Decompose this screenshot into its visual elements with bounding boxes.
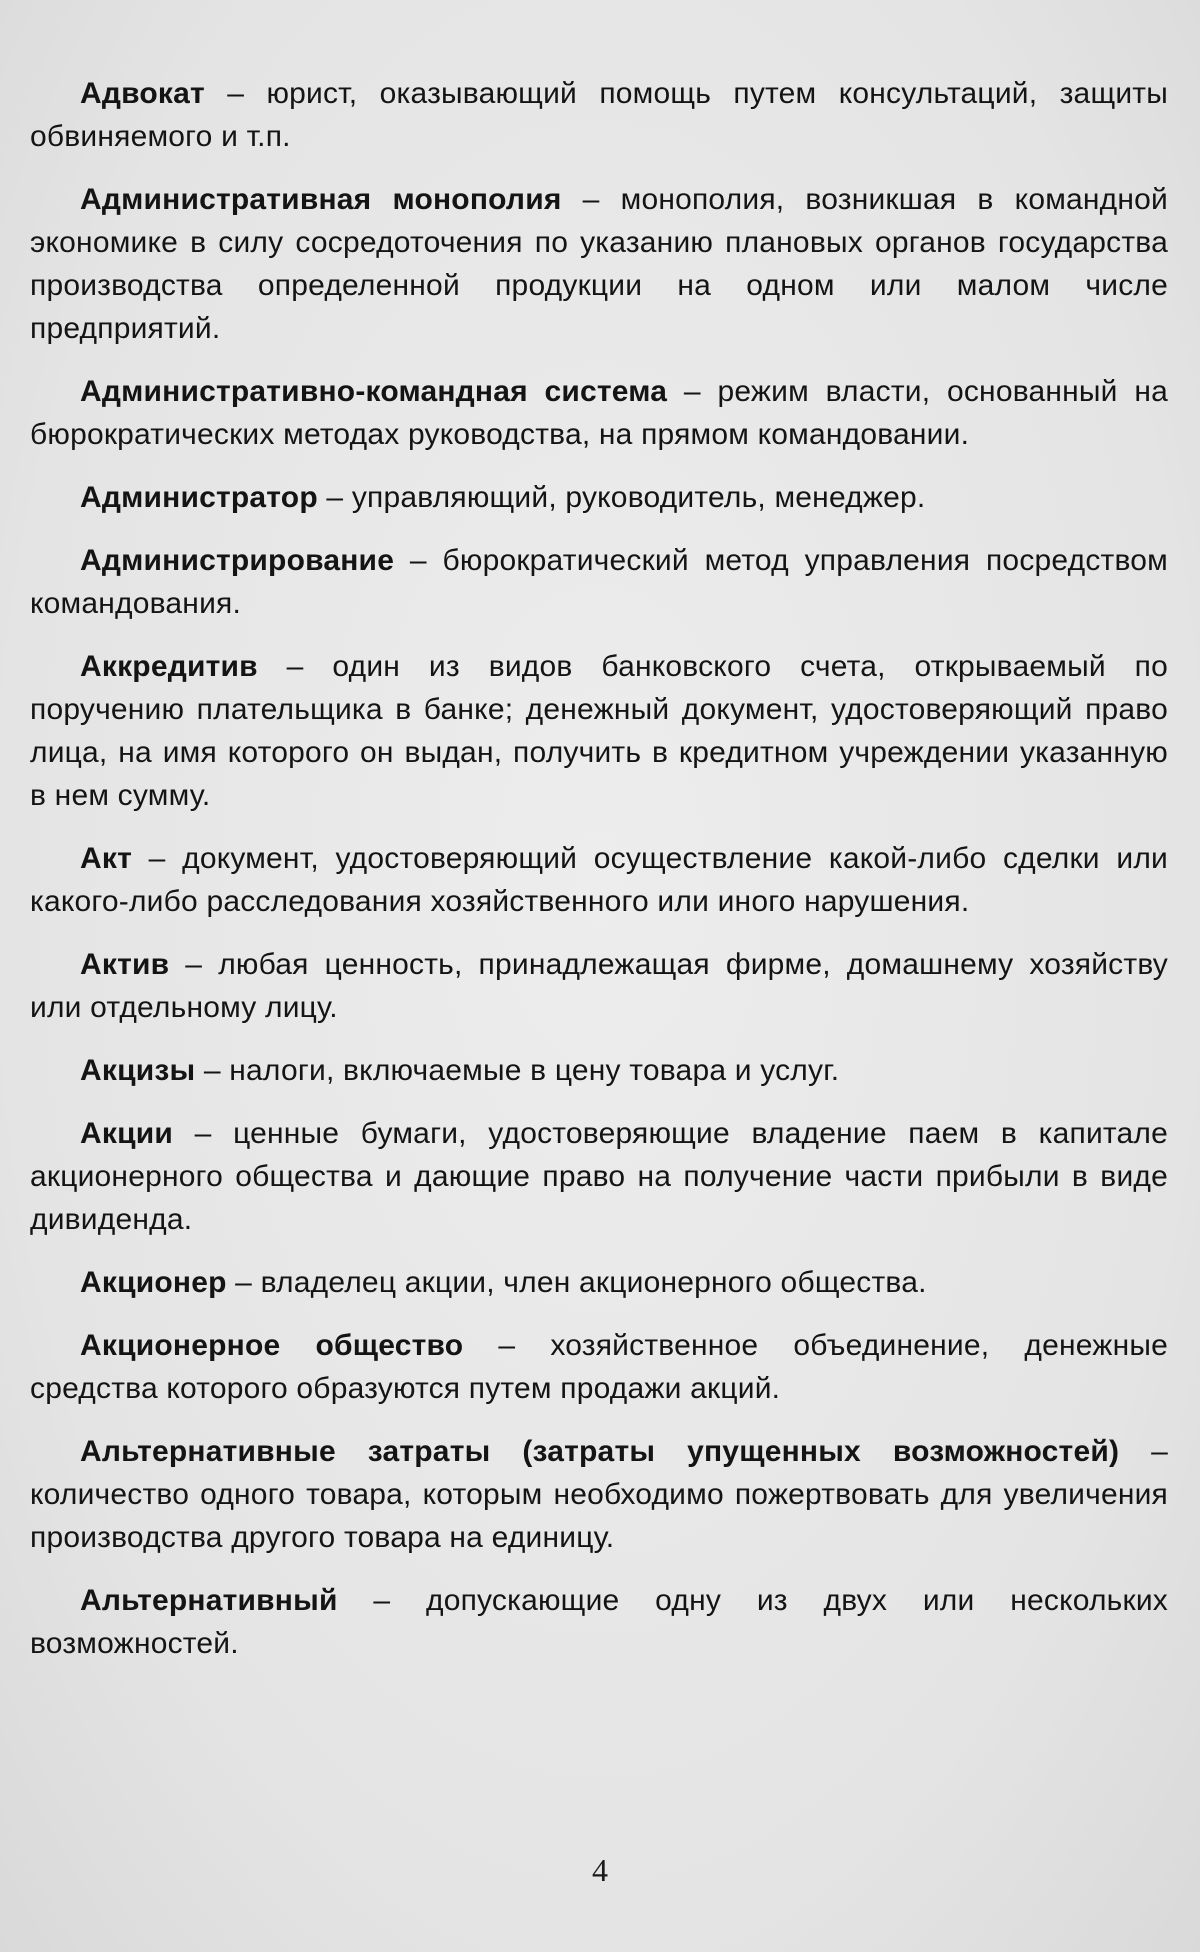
entry-term: Администрирование: [80, 544, 395, 577]
entry-term: Акционерное общество: [80, 1329, 464, 1362]
entry-definition: владелец акции, член акционерного общества.: [260, 1266, 927, 1299]
entry-alternativny: Альтернативный – допускающие одну из двух или нескольких возможностей.: [30, 1584, 1168, 1660]
entry-definition: монополия, возникшая в командной экономике в силу сосредоточения по указанию плановых органов государства производства определенной продукции на одном или малом числе предприятий.: [30, 183, 1168, 345]
entry-aktsioner: Акционер – владелец акции, член акционерного общества.: [80, 1266, 927, 1299]
entry-definition: управляющий, руководитель, менеджер.: [351, 481, 926, 514]
entry-definition: бюрократический метод управления посредством командования.: [30, 544, 1168, 620]
entry-admin-monopoly: Административная монополия – монополия, возникшая в командной экономике в силу сосредоточения по указанию плановых органов государства производства определенной продукции на одном или малом числе предприятий.: [30, 183, 1168, 345]
entry-akt: Акт – документ, удостоверяющий осуществление какой-либо сделки или какого-либо расследования хозяйственного или иного нарушения.: [30, 842, 1168, 918]
entry-aktiv: Актив – любая ценность, принадлежащая фирме, домашнему хозяйству или отдельному лицу.: [30, 948, 1168, 1024]
entry-definition: режим власти, основанный на бюрократических методах руководства, на прямом командовании.: [30, 375, 1168, 451]
entry-opportunity-costs: Альтернативные затраты (затраты упущенных возможностей) – количество одного товара, которым необходимо пожертвовать для увеличения производства другого товара на единицу.: [30, 1435, 1169, 1554]
entry-definition: количество одного товара, которым необходимо пожертвовать для увеличения производства другого товара на единицу.: [30, 1478, 1168, 1554]
entry-administrirovanie: Администрирование – бюрократический метод управления посредством командования.: [30, 544, 1168, 620]
entry-definition: хозяйственное объединение, денежные средства которого образуются путем продажи акций.: [30, 1329, 1168, 1405]
entry-term: Актив: [80, 948, 170, 981]
entry-term: Административно-командная система: [80, 375, 668, 408]
entry-definition: юрист, оказывающий помощь путем консультаций, защиты обвиняемого и т.п.: [30, 77, 1168, 153]
entry-definition: налоги, включаемые в цену товара и услуг.: [229, 1054, 840, 1087]
entry-term: Административная монополия: [80, 183, 562, 216]
entry-term: Альтернативный: [80, 1584, 338, 1617]
entry-advokat: Адвокат – юрист, оказывающий помощь путем консультаций, защиты обвиняемого и т.п.: [30, 77, 1168, 153]
entry-joint-stock-company: Акционерное общество – хозяйственное объединение, денежные средства которого образуются путем продажи акций.: [30, 1329, 1168, 1405]
entry-definition: документ, удостоверяющий осуществление какой-либо сделки или какого-либо расследования хозяйственного или иного нарушения.: [30, 842, 1168, 918]
entry-term: Аккредитив: [80, 650, 258, 683]
entry-term: Альтернативные затраты (затраты упущенных возможностей): [80, 1435, 1120, 1468]
entry-term: Акции: [80, 1117, 174, 1150]
entry-term: Акт: [80, 842, 132, 875]
entry-list: [30, 72, 1168, 1665]
entry-term: Акцизы: [80, 1054, 196, 1087]
entry-term: Адвокат: [80, 77, 205, 110]
entry-aktsii: Акции – ценные бумаги, удостоверяющие владение паем в капитале акционерного общества и дающие право на получение части прибыли в виде дивиденда.: [30, 1117, 1168, 1236]
entry-definition: один из видов банковского счета, открываемый по поручению плательщика в банке; денежный документ, удостоверяющий право лица, на имя которого он выдан, получить в кредитном учреждении указанную в нем сумму.: [30, 650, 1168, 812]
entry-definition: ценные бумаги, удостоверяющие владение паем в капитале акционерного общества и дающие право на получение части прибыли в виде дивиденда.: [30, 1117, 1168, 1236]
entry-administrator: Администратор – управляющий, руководитель, менеджер.: [80, 481, 926, 514]
entry-akkreditiv: Аккредитив – один из видов банковского счета, открываемый по поручению плательщика в банке; денежный документ, удостоверяющий право лица, на имя которого он выдан, получить в кредитном учреждении указанную в нем сумму.: [30, 650, 1168, 812]
entry-admin-command-system: Административно-командная система – режим власти, основанный на бюрократических методах руководства, на прямом командовании.: [30, 375, 1168, 451]
entry-definition: любая ценность, принадлежащая фирме, домашнему хозяйству или отдельному лицу.: [30, 948, 1168, 1024]
entry-aktsizy: Акцизы – налоги, включаемые в цену товара и услуг.: [80, 1054, 840, 1087]
entry-definition: допускающие одну из двух или нескольких возможностей.: [30, 1584, 1168, 1660]
entry-term: Акционер: [80, 1266, 227, 1299]
page-number: 4: [592, 1852, 608, 1888]
entry-term: Администратор: [80, 481, 318, 514]
